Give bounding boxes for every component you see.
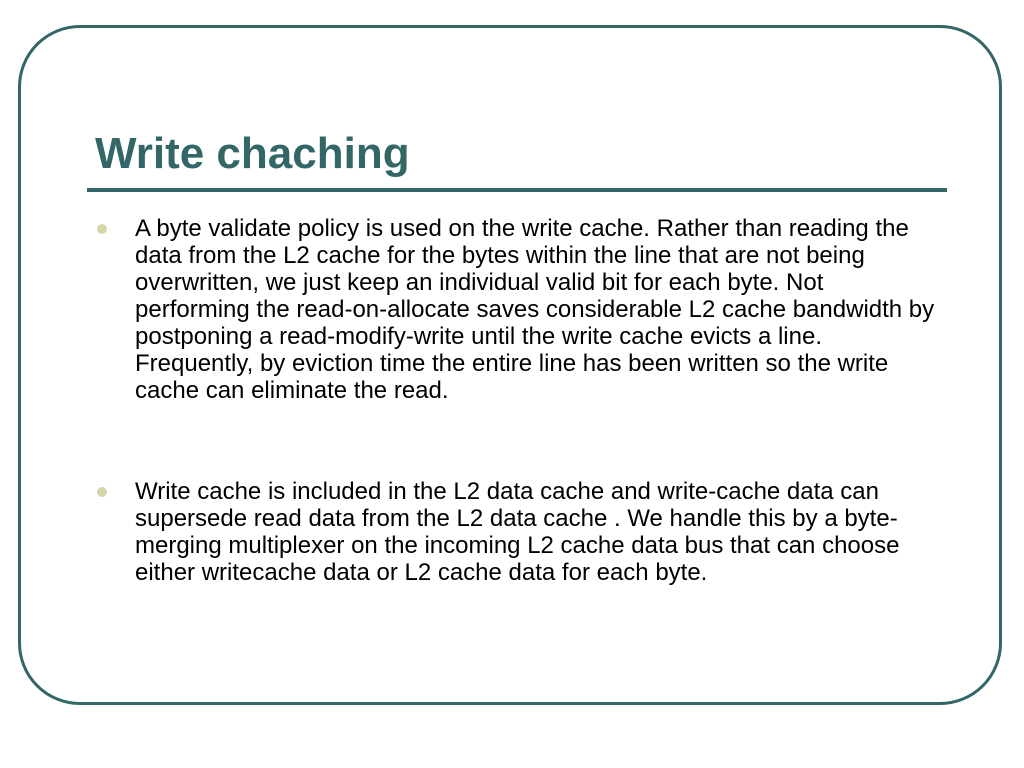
bullet-text: Write cache is included in the L2 data cache and write-cache data can supersede read data from the L2 data cache . We handle this by a byte-merging multiplexer on the incoming L2 cache data bus that can choose either writecache data or L2 cache data for each byte. [135,478,900,586]
bullet-dot-icon [97,224,107,234]
bullet-item [96,215,936,404]
title-divider [87,188,947,192]
bullet-dot-icon [97,487,107,497]
bullet-list [96,215,936,586]
bullet-item [96,478,936,586]
bullet-text: A byte validate policy is used on the write cache. Rather than reading the data from the L2 cache for the bytes within the line that are not being overwritten, we just keep an individual valid bit for each byte. Not performing the read-on-allocate saves considerable L2 cache bandwidth by postponing a read-modify-write until the write cache evicts a line. Frequently, by eviction time the entire line has been written so the write cache can eliminate the read. [135,215,935,404]
slide-title: Write chaching [95,129,410,178]
